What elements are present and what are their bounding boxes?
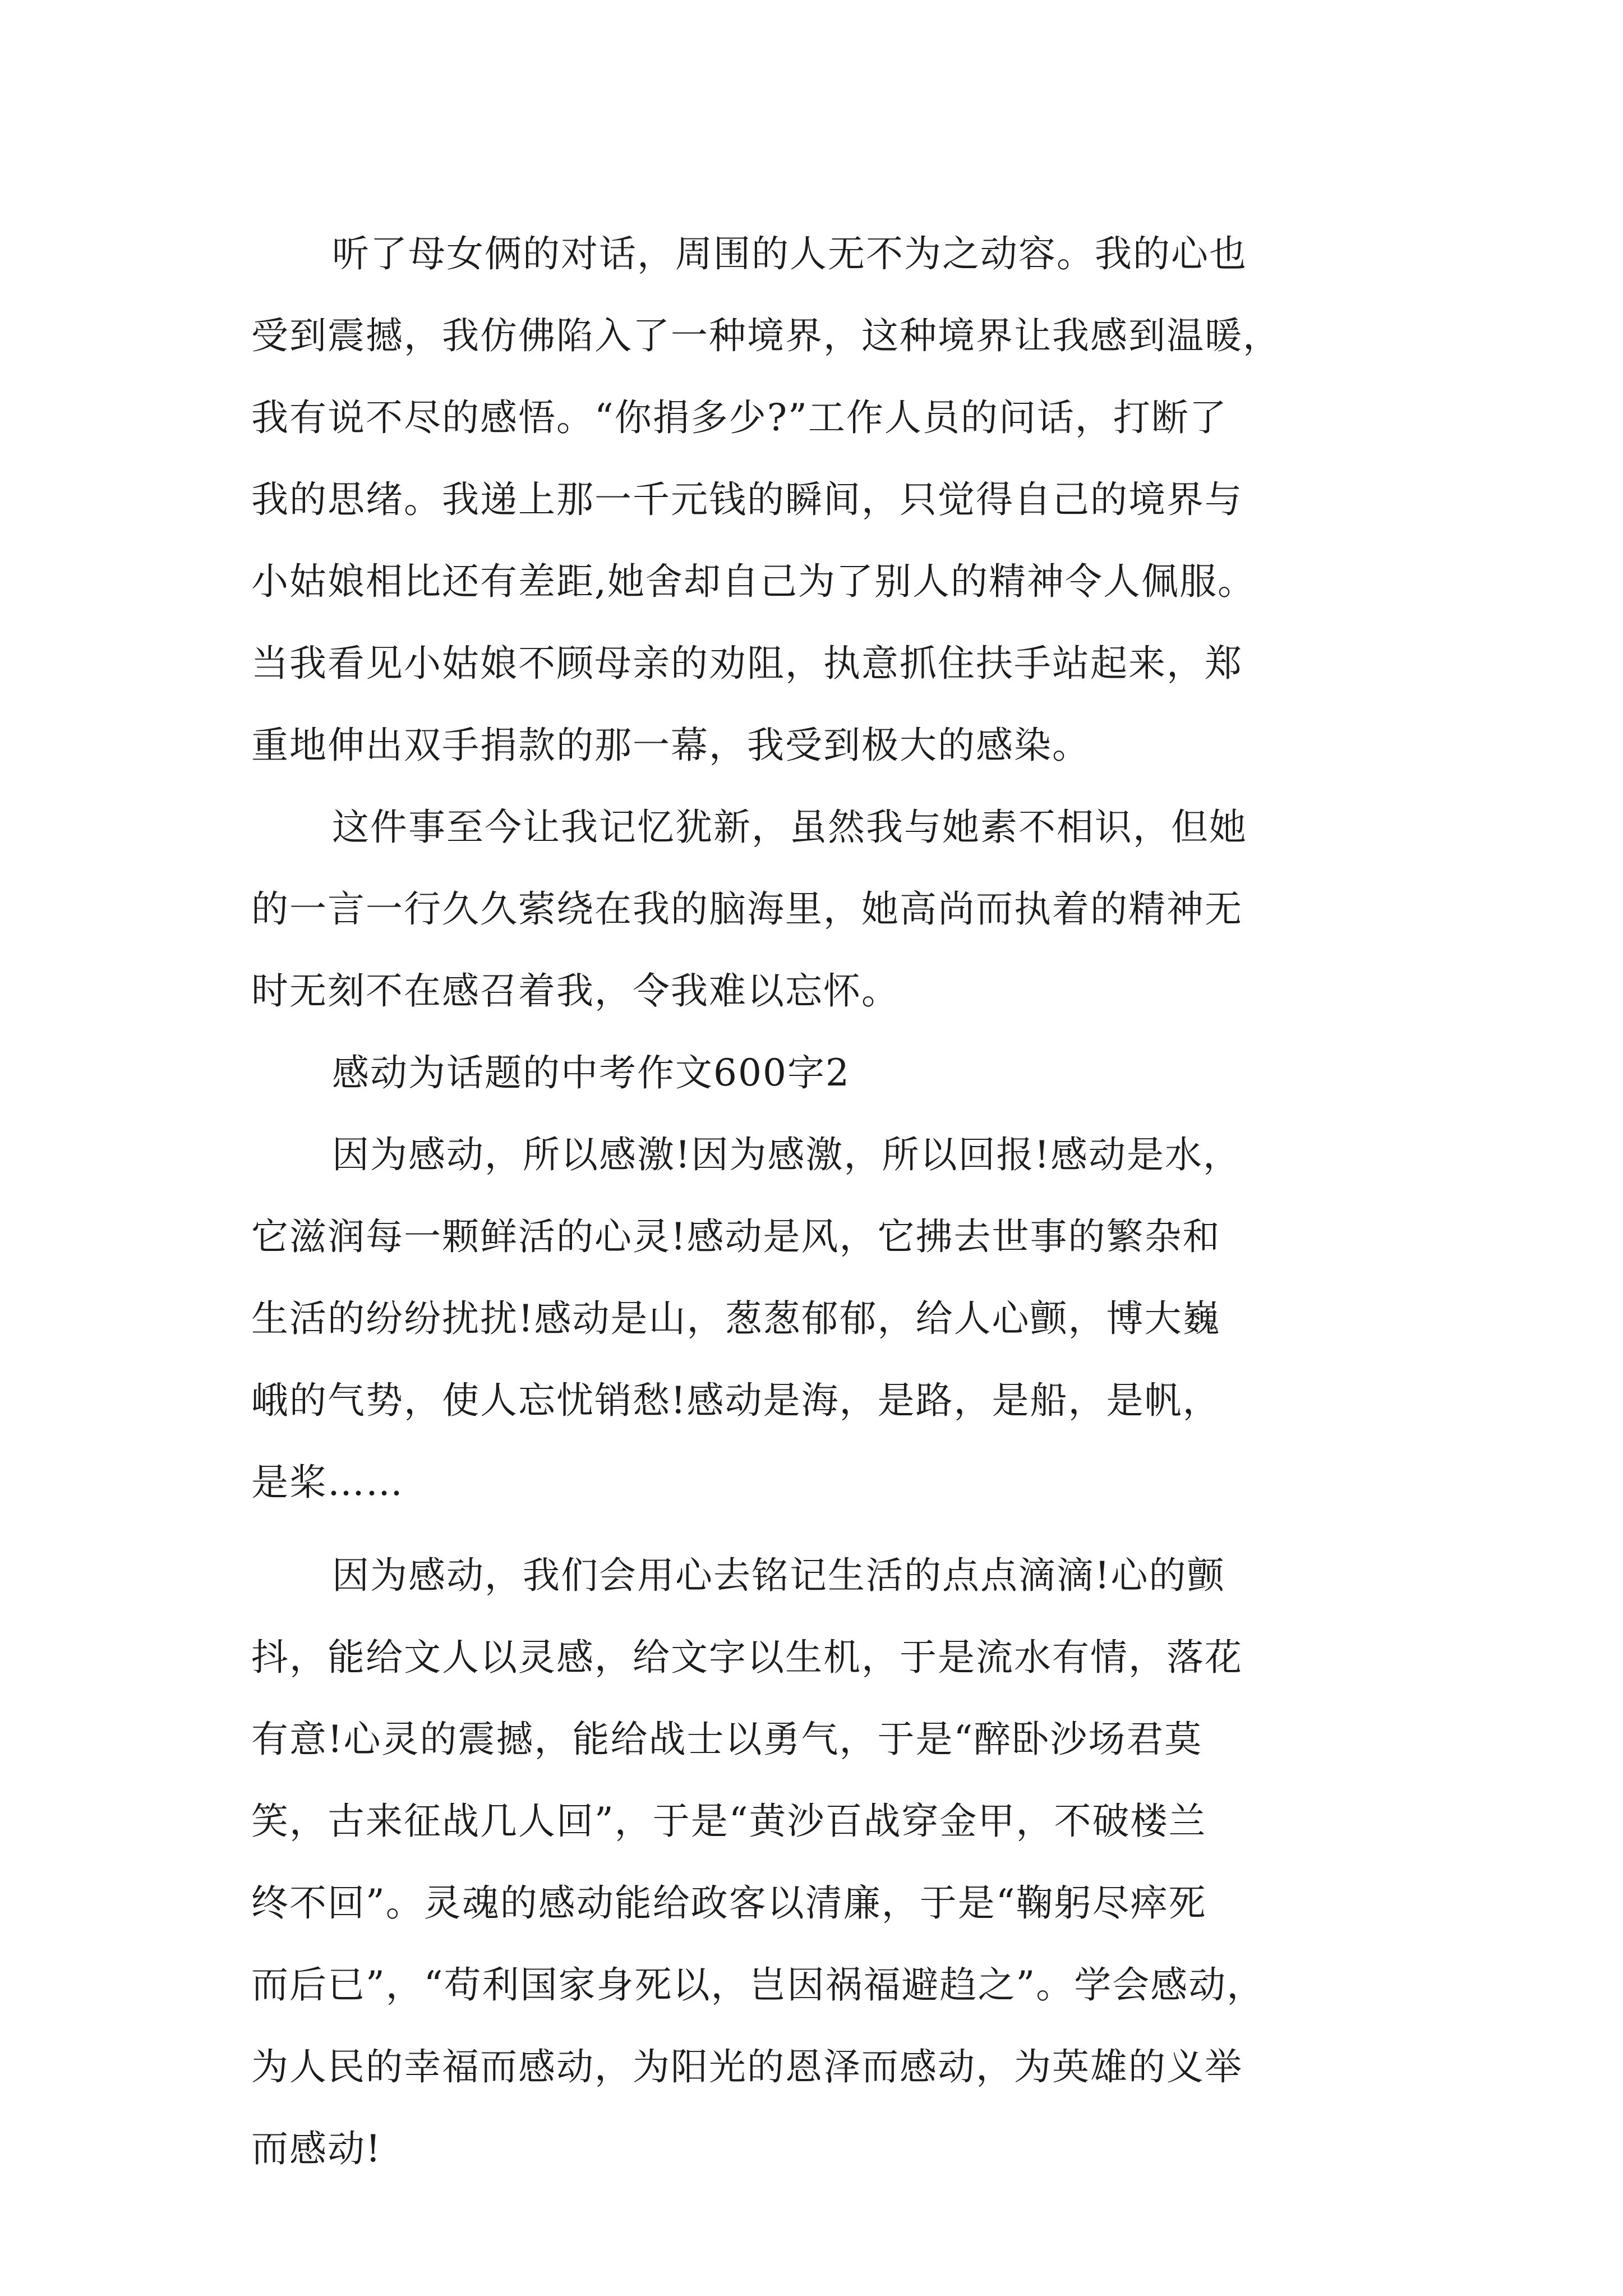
paragraph-1	[251, 213, 1378, 786]
text-line: 笑，古来征战几人回”，于是“黄沙百战穿金甲，不破楼兰	[251, 1800, 1207, 1843]
text-line: 我有说不尽的感悟。“你捐多少?”工作人员的问话，打断了	[251, 396, 1228, 439]
paragraph-gap	[251, 1524, 1378, 1535]
essay-body	[251, 213, 1378, 2190]
text-line: 抖，能给文人以灵感，给文字以生机，于是流水有情，落花	[251, 1636, 1243, 1679]
text-line: 峨的气势，使人忘忧销愁!感动是海，是路，是船，是帆，	[251, 1379, 1221, 1422]
text-line: 因为感动，所以感激!因为感激，所以回报!感动是水，	[332, 1133, 1242, 1176]
text-line: 为人民的幸福而感动，为阳光的恩泽而感动，为英雄的义举	[251, 2045, 1243, 2088]
text-line: 是桨……	[251, 1461, 404, 1504]
text-line: 终不回”。灵魂的感动能给政客以清廉，于是“鞠躬尽瘁死	[251, 1881, 1207, 1925]
text-line: 听了母女俩的对话，周围的人无不为之动容。我的心也	[332, 232, 1247, 275]
text-line: 它滋润每一颗鲜活的心灵!感动是风，它拂去世事的繁杂和	[251, 1215, 1221, 1258]
text-line: 这件事至今让我记忆犹新，虽然我与她素不相识，但她	[332, 806, 1247, 849]
text-line: 而后已”，“苟利国家身死以，岂因祸福避趋之”。学会感动，	[251, 1963, 1265, 2007]
text-line: 受到震撼，我仿佛陷入了一种境界，这种境界让我感到温暖，	[251, 314, 1281, 357]
paragraph-4	[251, 1535, 1378, 2190]
text-line: 生活的纷纷扰扰!感动是山，葱葱郁郁，给人心颤，博大巍	[251, 1297, 1221, 1340]
text-line: 的一言一行久久萦绕在我的脑海里，她高尚而执着的精神无	[251, 887, 1243, 931]
text-line: 小姑娘相比还有差距,她舍却自己为了别人的精神令人佩服。	[251, 560, 1256, 603]
text-line: 重地伸出双手捐款的那一幕，我受到极大的感染。	[251, 724, 1090, 767]
text-line: 因为感动，我们会用心去铭记生活的点点滴滴!心的颤	[332, 1554, 1225, 1597]
text-line: 而感动!	[251, 2127, 382, 2170]
text-line: 我的思绪。我递上那一千元钱的瞬间，只觉得自己的境界与	[251, 478, 1243, 521]
text-line: 有意!心灵的震撼，能给战士以勇气，于是“醉卧沙场君莫	[251, 1718, 1203, 1761]
section-heading	[251, 1032, 1378, 1114]
text-line: 时无刻不在感召着我，令我难以忘怀。	[251, 969, 900, 1013]
text-line: 当我看见小姑娘不顾母亲的劝阻，执意抓住扶手站起来，郑	[251, 642, 1243, 685]
essay-title-line: 感动为话题的中考作文600字2	[332, 1051, 850, 1094]
paragraph-3	[251, 1114, 1378, 1524]
paragraph-2	[251, 786, 1378, 1032]
